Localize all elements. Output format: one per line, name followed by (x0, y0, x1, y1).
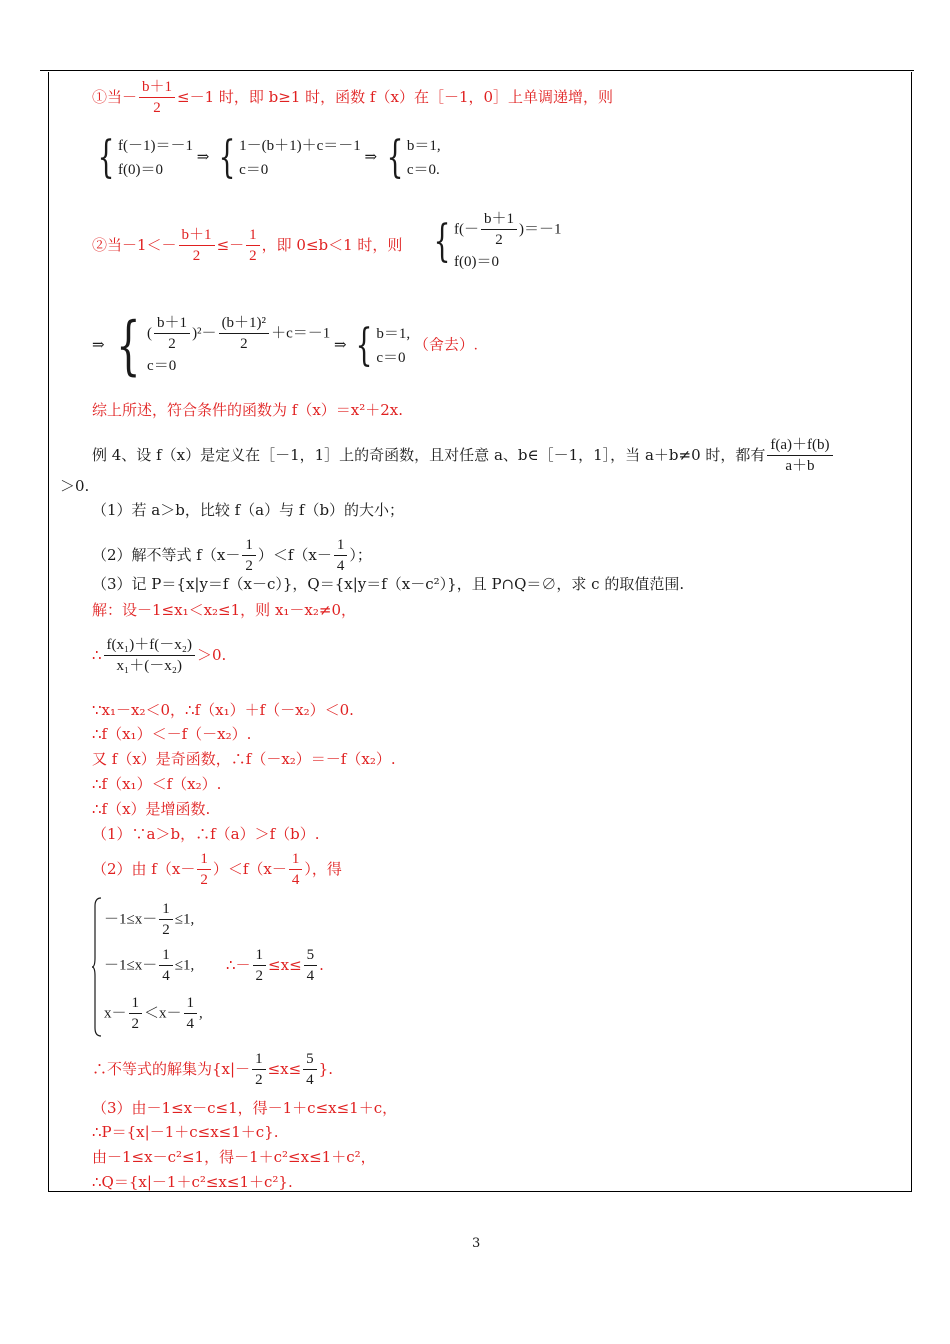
page-number: 3 (472, 1236, 481, 1251)
solution-set: ∴不等式的解集为{x|－ $\frac{1}{2}$ ≤x≤ $\frac{5}{4}$ }. (92, 1051, 333, 1088)
system-row-1: －1≤x－ $\frac{1}{2}$ ≤1, (104, 901, 195, 938)
solution-line-14: ∴Q＝{x|－1＋c²≤x≤1＋c²}. (92, 1173, 293, 1191)
question-2: （2）解不等式 f（x－ $\frac{1}{2}$ ）＜f（x－ $\frac{1}{4}$ ）； (92, 537, 372, 574)
solution-line-13: 由－1≤x－c²≤1，得－1＋c²≤x≤1＋c²， (92, 1148, 376, 1166)
solution-line-11: （3）由－1≤x－c≤1，得－1＋c≤x≤1＋c， (92, 1099, 398, 1117)
solution-line-2: ∴ $\frac{\text{f(x₁)＋f(－x₂)}}{\text{x₁＋(－x₂)}}$ ＞0. (92, 637, 227, 674)
system-row-3: x－ $\frac{1}{2}$ ＜x－ $\frac{1}{4}$ , (104, 995, 203, 1032)
solution-line-1: 解：设－1≤x₁＜x₂≤1，则 x₁－x₂≠0， (92, 601, 356, 619)
solution-line-5: 又 f（x）是奇函数，∴f（－x₂）＝－f（x₂）. (92, 750, 396, 768)
solution-line-4: ∴f（x₁）＜－f（－x₂）. (92, 725, 252, 743)
question-1: （1）若 a＞b，比较 f（a）与 f（b）的大小； (92, 501, 405, 519)
case1-heading: ①当－ $\frac{b+1}{2}$ ≤－1 时，即 b≥1 时，函数 f（x）在［－1，0］上单调递增，则 (92, 79, 614, 116)
solution-line-12: ∴P＝{x|－1＋c≤x≤1＋c}. (92, 1123, 279, 1141)
solution-line-8: （1）∵a＞b，∴f（a）＞f（b）. (92, 825, 320, 843)
case2-result: ⇒ { ( $\frac{b+1}{2}$ )²－ $\frac{\text{(b＋1)²}}{2}$ ＋c＝－1 c＝0 ⇒ { b＝1, c＝0 （舍去）. (92, 309, 478, 383)
example4-stem: 例 4、设 f（x）是定义在［－1，1］上的奇函数，且对任意 a、b∈［－1，1］，当 a＋b≠0 时，都有 $\frac{f(a)+f(b)}{a+b}$ (92, 436, 835, 476)
case1-systems: { f(－1)＝－1 f(0)＝0 ⇒ { 1－(b＋1)＋c＝－1 c＝0 ⇒ { b＝1, c＝0. (97, 132, 441, 183)
case2-heading: ②当－1＜－ $\frac{b+1}{2}$ ≤－ $\frac{1}{2}$ ，即 0≤b＜1 时，则 (92, 227, 403, 264)
solution-line-7: ∴f（x）是增函数. (92, 800, 211, 818)
system-brace (92, 896, 102, 1038)
question-3: （3）记 P＝{x|y＝f（x－c）}，Q＝{x|y＝f（x－c²）}，且 P∩Q＝∅，求 c 的取值范围. (92, 575, 685, 593)
system-result: ∴－ $\frac{1}{2}$ ≤x≤ $\frac{5}{4}$ . (226, 947, 324, 984)
solution-line-3: ∵x₁－x₂＜0，∴f（x₁）＋f（－x₂）＜0. (92, 701, 354, 719)
solution-line-9: （2）由 f（x－ $\frac{1}{2}$ ）＜f（x－ $\frac{1}{4}$ ），得 (92, 851, 342, 888)
case2-condition-system: { f(－ $\frac{b+1}{2}$ )＝－1 f(0)＝0 (433, 211, 562, 270)
example4-stem-tail: ＞0. (60, 477, 90, 495)
top-rule (40, 70, 914, 71)
summary: 综上所述，符合条件的函数为 f（x）＝x²＋2x. (92, 401, 404, 419)
system-row-2: －1≤x－ $\frac{1}{4}$ ≤1, (104, 947, 195, 984)
solution-line-6: ∴f（x₁）＜f（x₂）. (92, 775, 222, 793)
